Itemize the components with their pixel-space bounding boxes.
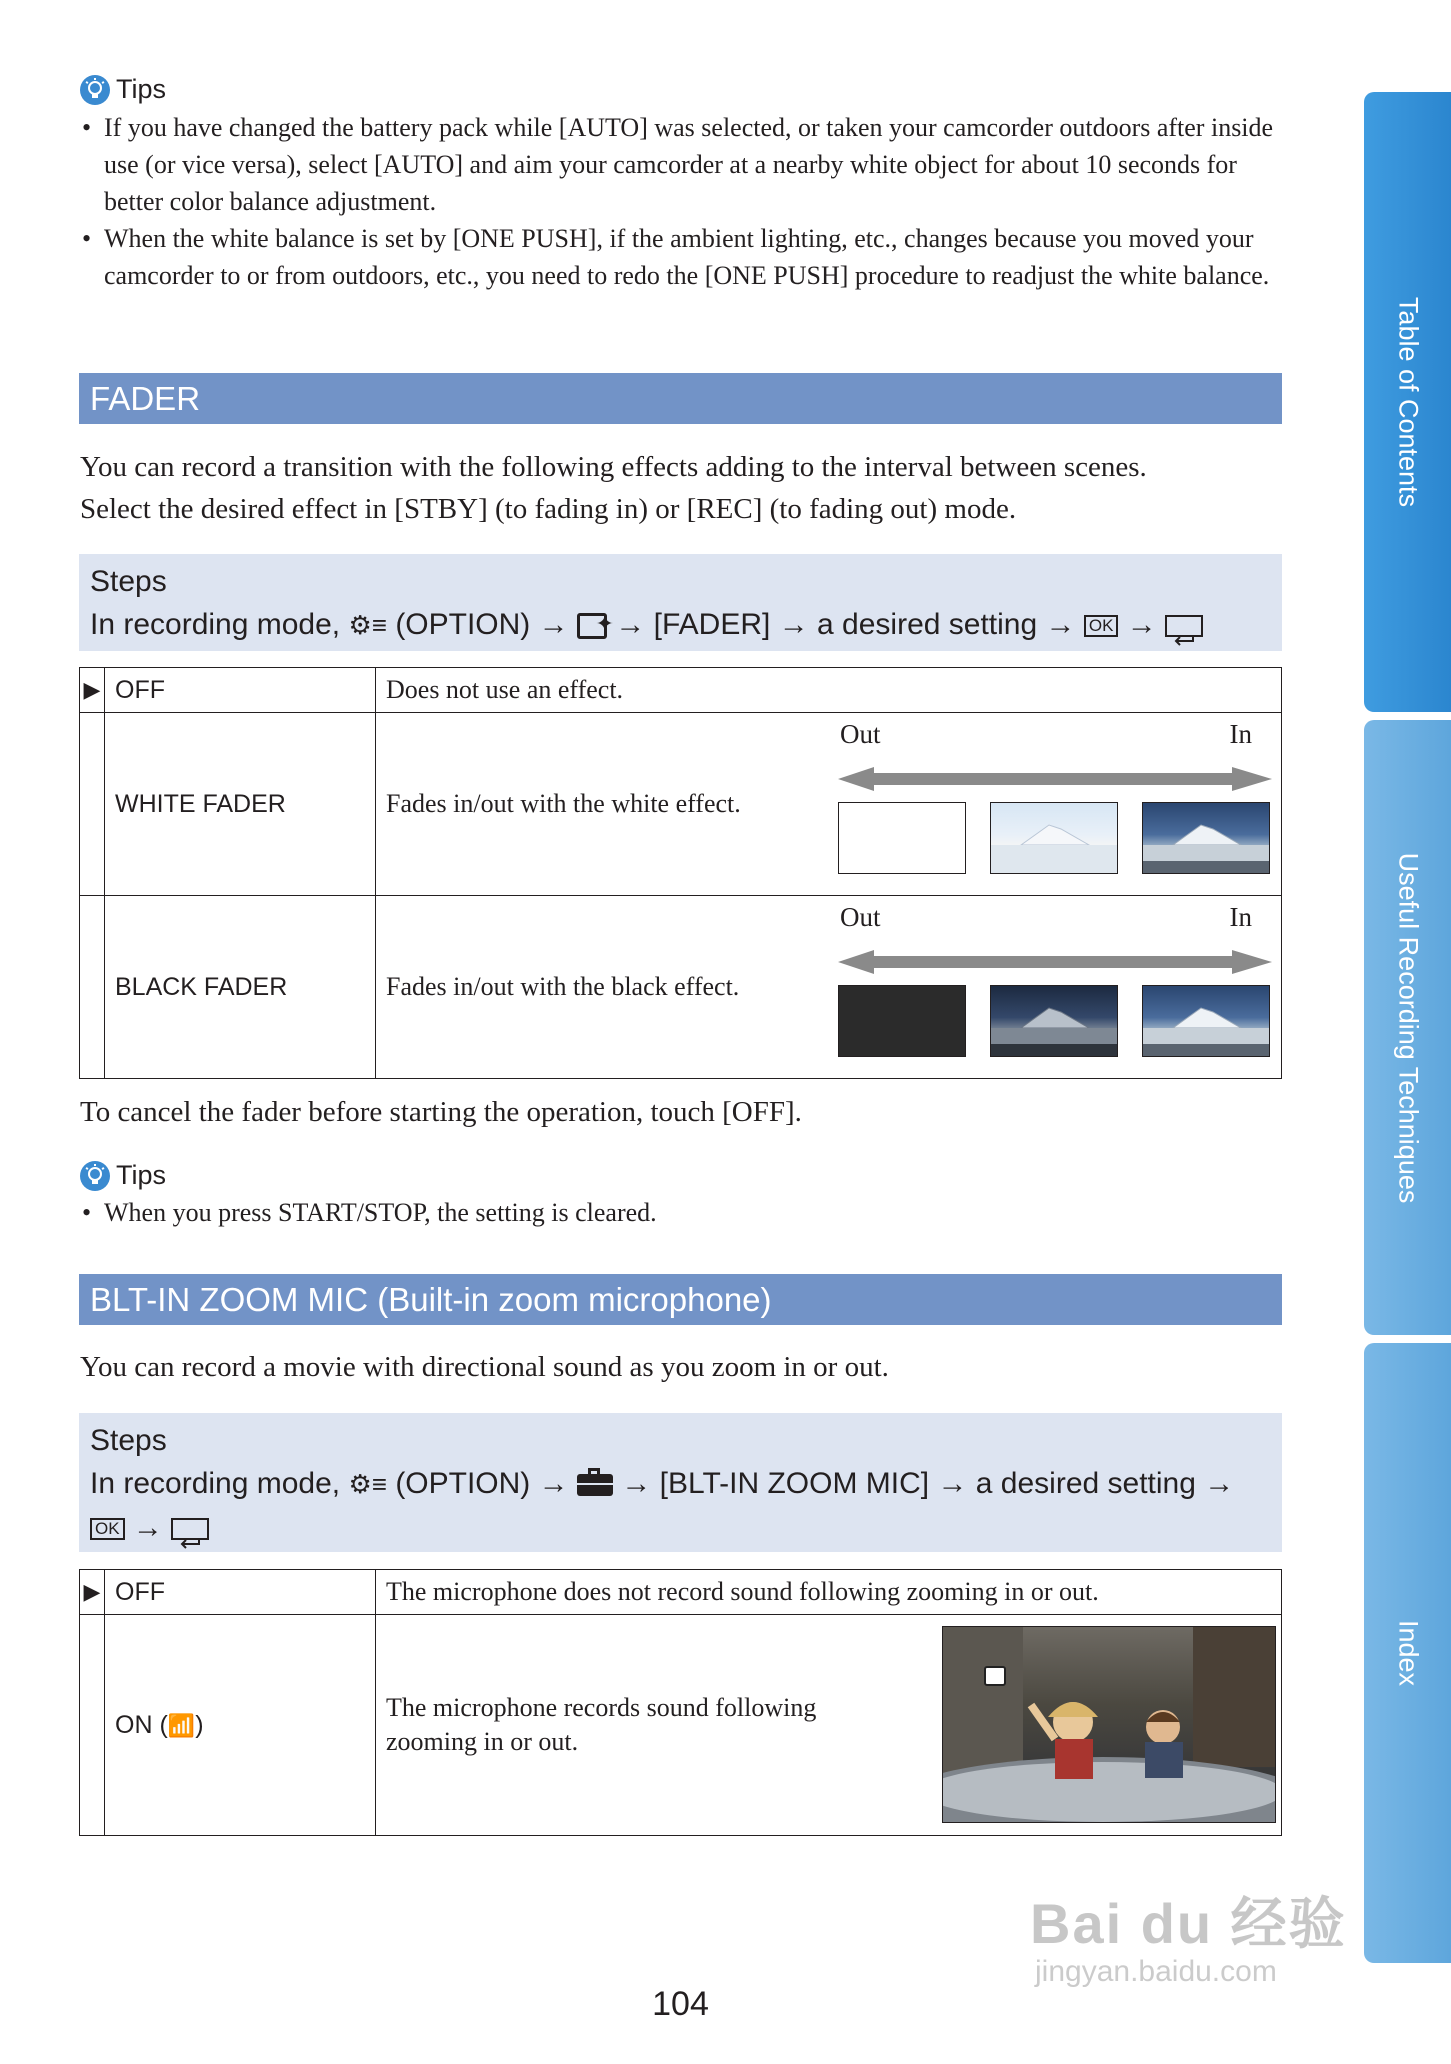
tab-label: Table of Contents [1393, 296, 1423, 508]
steps-path: → [FADER] → a desired setting → [615, 608, 1076, 641]
steps-instruction-cont [90, 1506, 1271, 1549]
in-label: In [1229, 719, 1252, 749]
table-row [80, 668, 1282, 713]
option-name: OFF [105, 668, 376, 713]
watermark-brand: Bai du 经验 [1030, 1892, 1347, 1955]
fade-direction-arrow [838, 765, 1272, 793]
option-name: BLACK FADER [105, 896, 376, 1079]
steps-prefix: In recording mode, [90, 1467, 341, 1500]
default-marker-icon [80, 1615, 105, 1836]
fader-intro [80, 446, 1300, 530]
tab-table-of-contents[interactable] [1364, 92, 1451, 712]
arrow: → [1126, 608, 1157, 641]
option-icon: ⚙≡ [348, 1469, 387, 1499]
desc-line: zooming in or out. [386, 1727, 579, 1756]
option-name [105, 1615, 376, 1836]
out-label: Out [840, 719, 881, 749]
faded-landscape-thumbnail [990, 802, 1118, 874]
steps-path: → [BLT-IN ZOOM MIC] → a desired setting → [621, 1467, 1235, 1500]
tab-label: Useful Recording Techniques [1393, 852, 1423, 1203]
intro-line: Select the desired effect in [STBY] (to fading in) or [REC] (to fading out) mode. [80, 493, 1017, 525]
table-row [80, 1570, 1282, 1615]
section-title: BLT-IN ZOOM MIC (Built-in zoom microphone) [90, 1280, 772, 1318]
lightbulb-icon [80, 1161, 110, 1191]
steps-option: (OPTION) → [395, 608, 569, 641]
lightbulb-icon [80, 75, 110, 105]
arrow: → [132, 1511, 163, 1544]
zoom-mic-photo [942, 1626, 1276, 1823]
camera-effect-icon: ✦ [577, 613, 607, 639]
tips-heading [80, 1160, 1300, 1191]
option-name-text: ON ( [115, 1710, 168, 1739]
fader-cancel-note: To cancel the fader before starting the operation, touch [OFF]. [80, 1096, 802, 1128]
default-marker-icon [80, 713, 105, 896]
fade-direction-arrow [838, 948, 1272, 976]
steps-instruction [90, 1462, 1271, 1506]
option-desc: Fades in/out with the white effect. [376, 713, 1282, 896]
option-name-end: ) [195, 1710, 204, 1739]
tips-block [80, 1160, 1300, 1191]
steps-option: (OPTION) → [395, 1467, 569, 1500]
steps-label: Steps [90, 565, 167, 598]
option-icon: ⚙≡ [348, 610, 387, 640]
option-name: WHITE FADER [105, 713, 376, 896]
white-fader-illustration [838, 718, 1272, 878]
tip-item: • When the white balance is set by [ONE PUSH], if the ambient lighting, etc., changes because you moved your camcorder to or from outdoors, etc., you need to redo the [ONE PUSH] procedure to readjust the white balance. [80, 220, 1300, 294]
section-header-fader [79, 373, 1282, 424]
tab-useful-recording-techniques[interactable] [1364, 720, 1451, 1335]
steps-box-fader [79, 554, 1282, 651]
tips-list [80, 109, 1300, 294]
page-number: 104 [652, 1985, 709, 2023]
option-desc: The microphone does not record sound following zooming in or out. [376, 1570, 1282, 1615]
tips-label: Tips [116, 1160, 167, 1190]
option-desc: Does not use an effect. [376, 668, 1282, 713]
desc-line: The microphone records sound following [386, 1693, 817, 1722]
tab-index[interactable] [1364, 1343, 1451, 1963]
tip-item: • If you have changed the battery pack while [AUTO] was selected, or taken your camcorder outdoors after inside use (or vice versa), select [AUTO] and aim your camcorder at a nearby white object for about 10 seconds for better color balance adjustment. [80, 109, 1300, 220]
steps-label: Steps [90, 1424, 167, 1457]
section-header-zoom-mic [79, 1274, 1282, 1325]
tips-label: Tips [116, 74, 167, 104]
option-desc: Fades in/out with the black effect. [376, 896, 1282, 1079]
tips-list [80, 1194, 1300, 1231]
landscape-thumbnail [1142, 985, 1270, 1057]
tip-item: • When you press START/STOP, the setting is cleared. [80, 1194, 1300, 1231]
black-fader-illustration [838, 901, 1272, 1061]
tab-label: Index [1393, 1619, 1423, 1687]
default-marker-icon: ▶ [80, 1570, 105, 1615]
default-marker-icon: ▶ [80, 668, 105, 713]
steps-prefix: In recording mode, [90, 608, 341, 641]
default-marker-icon [80, 896, 105, 1079]
steps-instruction [90, 603, 1271, 647]
return-icon [1165, 615, 1203, 637]
option-name: OFF [105, 1570, 376, 1615]
intro-line: You can record a transition with the following effects adding to the interval between scenes. [80, 451, 1147, 483]
landscape-thumbnail [1142, 802, 1270, 874]
watermark-url: jingyan.baidu.com [1035, 1955, 1277, 1988]
white-frame [838, 802, 966, 874]
tips-heading [80, 74, 1300, 105]
ok-button-icon: OK [90, 1518, 125, 1540]
return-icon [171, 1518, 209, 1540]
in-label: In [1229, 902, 1252, 932]
darkened-landscape-thumbnail [990, 985, 1118, 1057]
black-frame [838, 985, 966, 1057]
steps-box-mic [79, 1413, 1282, 1552]
section-title: FADER [90, 379, 201, 417]
out-label: Out [840, 902, 881, 932]
tips-block [80, 74, 1300, 105]
zoom-mic-icon: 📶 [167, 1712, 196, 1738]
toolbox-icon [577, 1474, 613, 1496]
ok-button-icon: OK [1084, 615, 1119, 637]
mic-intro: You can record a movie with directional sound as you zoom in or out. [80, 1351, 889, 1383]
